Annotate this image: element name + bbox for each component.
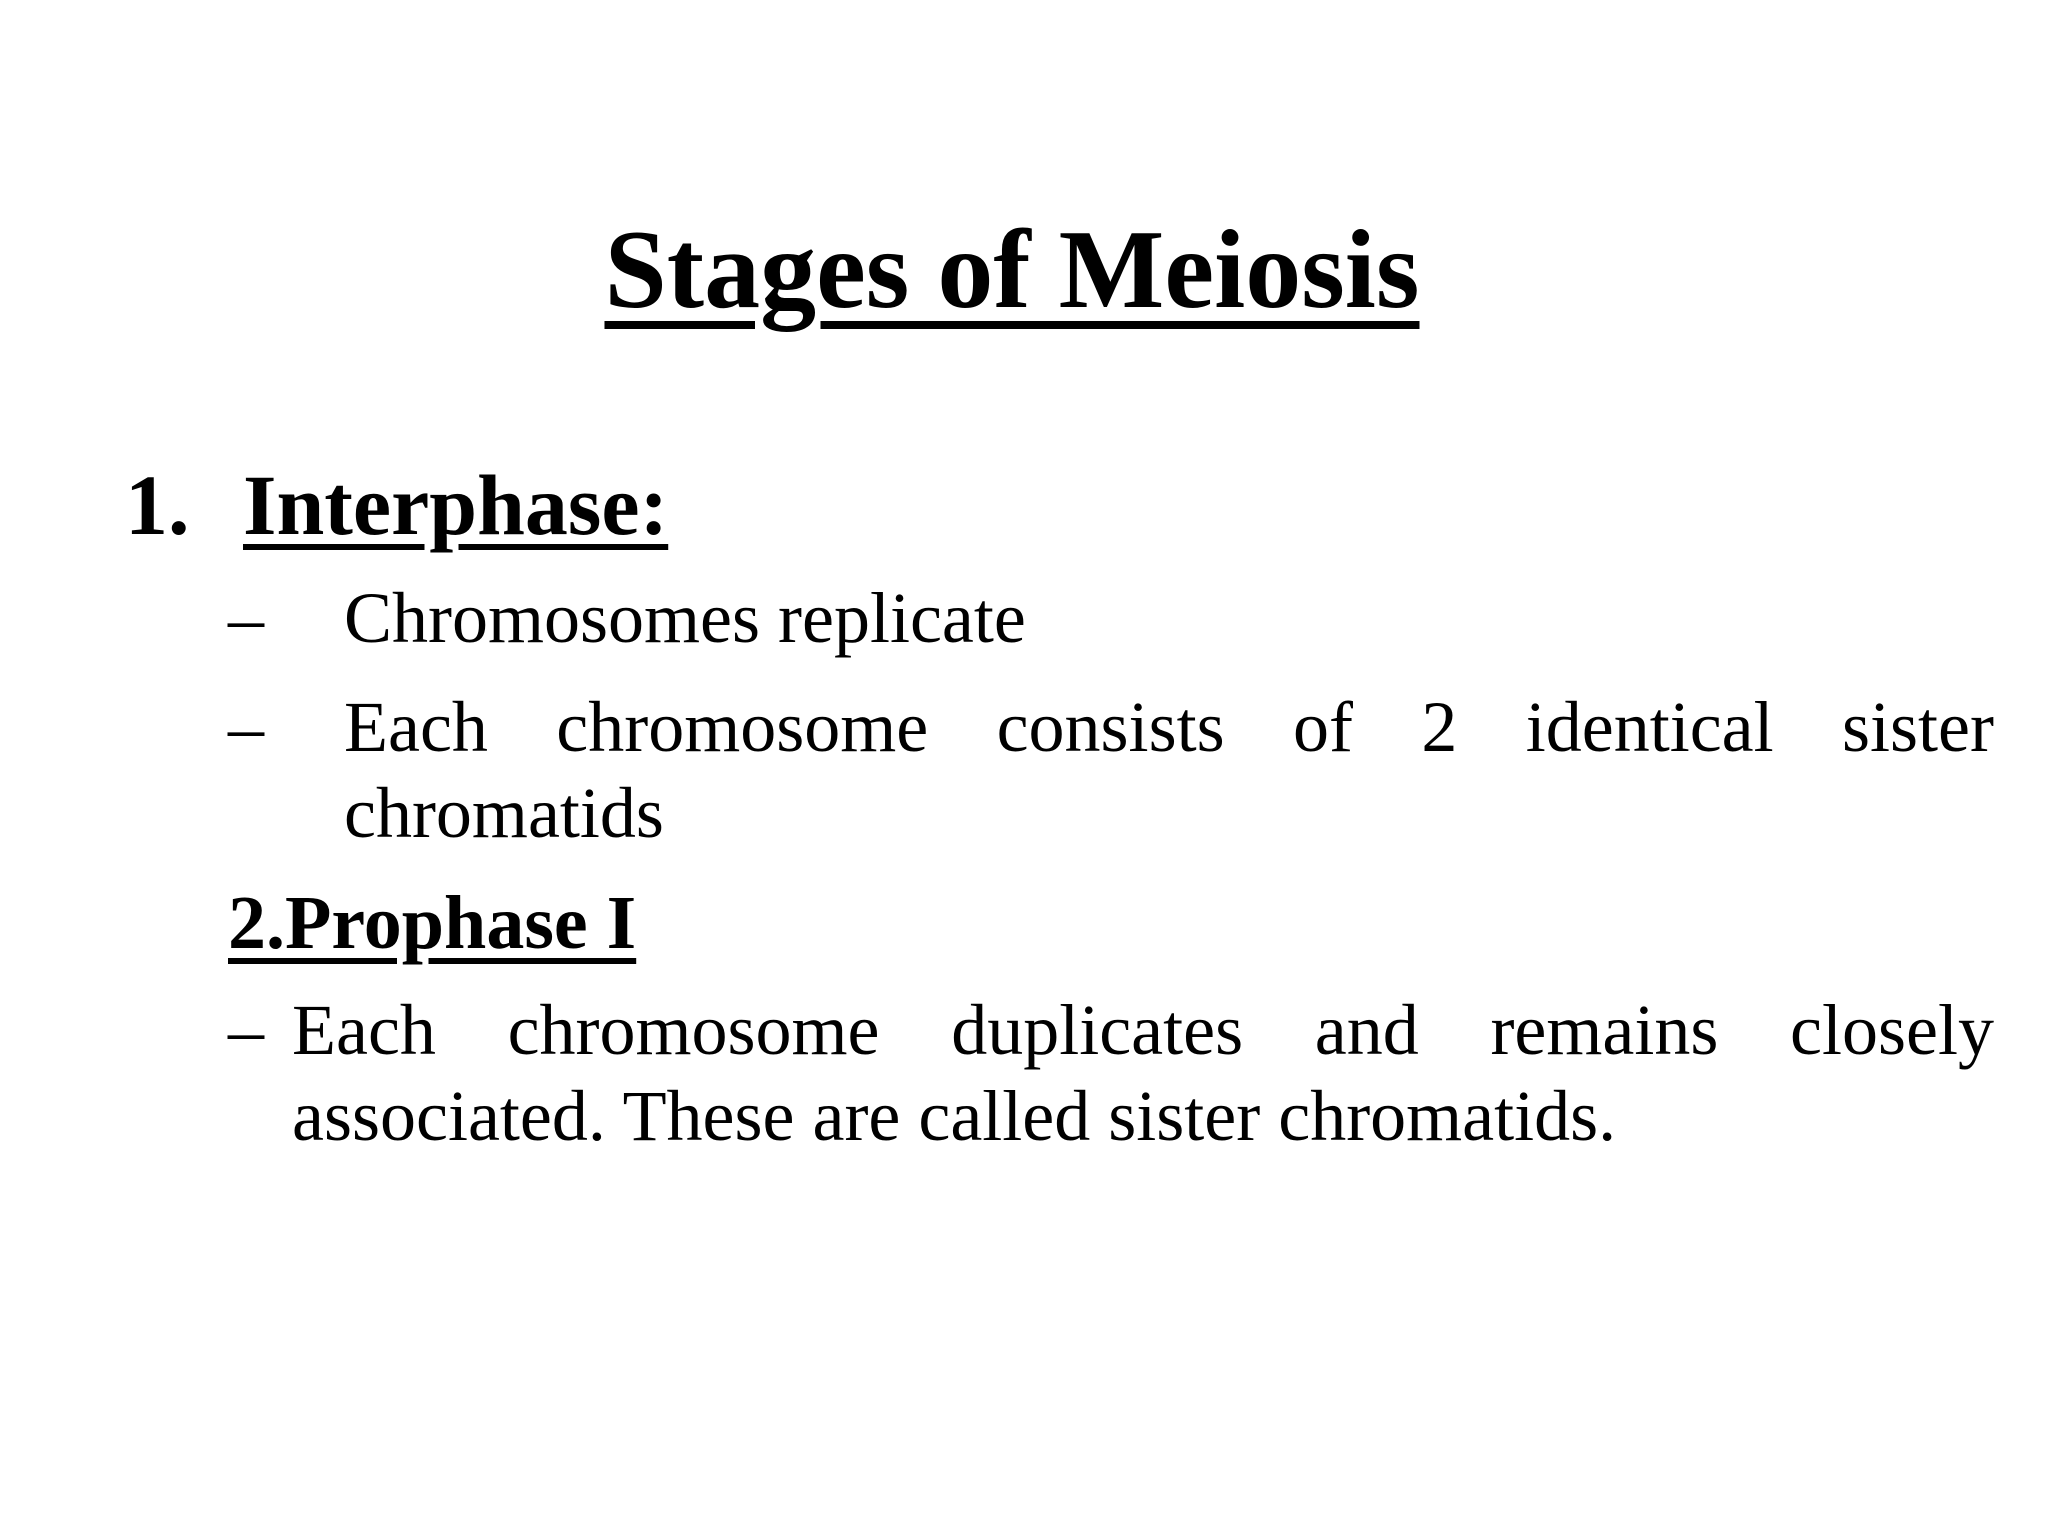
bullet-text: Each chromosome duplicates and remains closely associated. These are called sister chromatids.: [292, 990, 1994, 1156]
section-heading-prophase: 2.Prophase I: [228, 881, 637, 965]
bullet-dash: –: [228, 578, 264, 658]
section-label: Interphase:: [243, 457, 669, 553]
section-number: 1.: [125, 457, 190, 553]
slide-title: Stages of Meiosis: [604, 208, 1420, 332]
bullet-text: Each chromosome consists of 2 identical sister chromatids: [344, 687, 1994, 853]
bullet-text: Chromosomes replicate: [344, 578, 1026, 658]
section-heading-interphase: [125, 455, 668, 555]
bullet-dash: –: [228, 990, 264, 1070]
bullet-dash: –: [228, 687, 264, 767]
